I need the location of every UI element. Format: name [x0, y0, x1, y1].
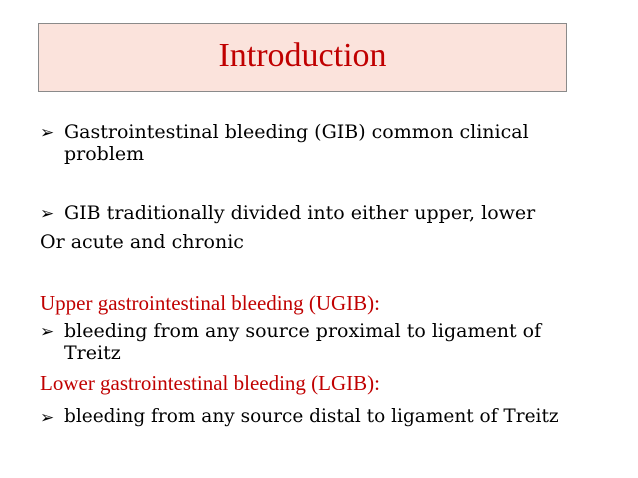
bullet3-text-line2: Treitz	[64, 342, 121, 364]
bullet1-text-line1: Gastrointestinal bleeding (GIB) common clinical	[64, 121, 529, 143]
bullet-arrow-icon: ➢	[40, 322, 55, 342]
bullet-arrow-icon: ➢	[40, 123, 55, 143]
bullet4-text-line1: bleeding from any source distal to ligament of Treitz	[64, 406, 559, 427]
bullet1-text-line2: problem	[64, 143, 145, 165]
bullet-arrow-icon: ➢	[40, 204, 55, 224]
bullet-arrow-icon: ➢	[40, 408, 55, 428]
bullet3-text-line1: bleeding from any source proximal to ligament of	[64, 320, 542, 342]
lgib-heading: Lower gastrointestinal bleeding (LGIB):	[40, 371, 380, 395]
title-box	[38, 23, 567, 92]
bullet2-text-line1: GIB traditionally divided into either upper, lower	[64, 202, 536, 224]
ugib-heading: Upper gastrointestinal bleeding (UGIB):	[40, 291, 380, 315]
plain-text-line: Or acute and chronic	[40, 231, 244, 253]
slide-title: Introduction	[218, 36, 387, 74]
